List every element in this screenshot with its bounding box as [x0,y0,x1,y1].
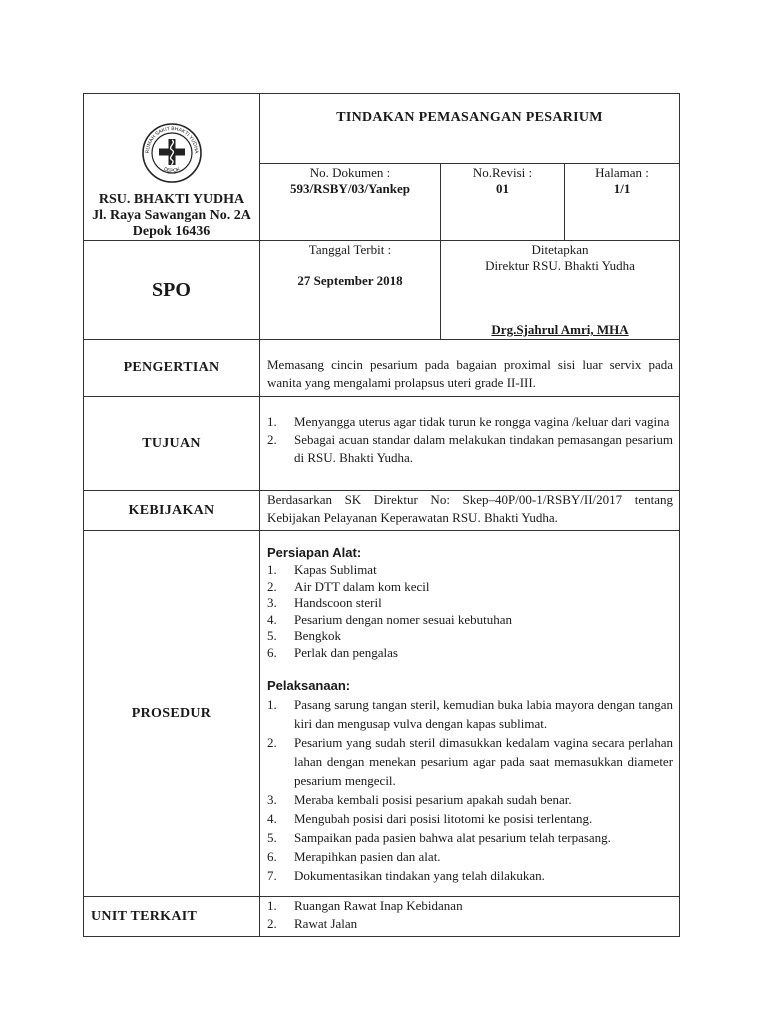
ditetapkan-label: Ditetapkan [531,242,589,257]
prosedur-content [260,531,680,897]
ditetapkan-by: Direktur RSU. Bhakti Yudha [485,258,635,273]
tanggal-terbit-cell [260,241,441,340]
pelaksanaan-list [267,695,673,885]
persiapan-title: Persiapan Alat: [267,545,362,560]
tujuan-list [267,413,673,467]
no-dokumen-value: 593/RSBY/03/Yankep [290,181,410,197]
list-item: 4. Pesarium dengan nomer sesuai kebutuhan [267,611,513,627]
list-item: 3. Meraba kembali posisi pesarium apakah sudah benar. [267,792,572,807]
halaman-label: Halaman : [595,165,649,181]
hospital-logo [84,122,259,188]
hospital-address-line2: Depok 16436 [132,224,211,239]
list-item: 5. Sampaikan pada pasien bahwa alat pesarium telah terpasang. [267,830,611,845]
no-revisi-value: 01 [496,181,509,197]
no-dokumen-label: No. Dokumen : [309,165,391,181]
unit-terkait-label: UNIT TERKAIT [84,897,260,937]
kebijakan-label: KEBIJAKAN [84,491,260,531]
prosedur-label: PROSEDUR [84,531,260,897]
list-item: 2. Air DTT dalam kom kecil [267,578,430,594]
list-item: 2. Sebagai acuan standar dalam melakukan tindakan pemasangan pesarium di RSU. Bhakti Yudha. [267,432,674,465]
spo-document [83,93,679,937]
list-item: 7. Dokumentasikan tindakan yang telah dilakukan. [267,868,545,883]
list-item: 6. Perlak dan pengalas [267,644,398,660]
list-item: 2. Pesarium yang sudah steril dimasukkan kedalam vagina secara perlahan lahan dengan menekan pesarium agar pada saat memasukkan diameter pesarium mengecil. [267,735,674,788]
halaman-cell [565,164,680,241]
tanggal-terbit-value: 27 September 2018 [297,273,403,288]
pengertian-label: PENGERTIAN [84,340,260,397]
signatory-name: Drg.Sjahrul Amri, MHA [491,322,629,337]
hospital-address-line1: Jl. Raya Sawangan No. 2A [92,208,251,223]
hospital-cell [84,94,260,241]
ditetapkan-cell [441,241,680,340]
persiapan-list [267,562,673,661]
no-revisi-label: No.Revisi : [472,165,533,181]
spo-label: SPO [84,241,260,340]
tanggal-terbit-label: Tanggal Terbit : [308,242,392,257]
list-item: 3. Handscoon steril [267,595,382,610]
hospital-name: RSU. BHAKTI YUDHA [98,192,245,207]
no-dokumen-cell [260,164,441,241]
list-item: 4. Mengubah posisi dari posisi litotomi ke posisi terlentang. [267,811,593,826]
spo-table [83,93,680,937]
list-item: 5. Bengkok [267,628,341,643]
list-item: 1. Menyangga uterus agar tidak turun ke rongga vagina /keluar dari vagina [267,414,670,429]
document-title: TINDAKAN PEMASANGAN PESARIUM [260,94,680,164]
kebijakan-text: Berdasarkan SK Direktur No: Skep–40P/00-1/RSBY/II/2017 tentang Kebijakan Pelayanan Keperawatan RSU. Bhakti Yudha. [260,491,680,531]
list-item: 1. Kapas Sublimat [267,562,377,577]
no-revisi-cell [441,164,565,241]
list-item: 1. Pasang sarung tangan steril, kemudian buka labia mayora dengan tangan kiri dan mengusap vulva dengan kapas sublimat. [267,697,674,731]
list-item: 1. Ruangan Rawat Inap Kebidanan [267,898,463,913]
unit-terkait-list [267,897,673,933]
list-item: 2. Rawat Jalan [267,916,358,931]
svg-text:DEPOK: DEPOK [162,166,181,175]
svg-text:RUMAH SAKIT BHAKTI YUDHA: RUMAH SAKIT BHAKTI YUDHA [144,125,199,154]
halaman-value: 1/1 [613,181,631,197]
unit-terkait-content [260,897,680,937]
tujuan-label: TUJUAN [84,397,260,491]
pengertian-text: Memasang cincin pesarium pada bagaian proximal sisi luar servix pada wanita yang mengalami prolapsus uteri grade II-III. [260,340,680,397]
list-item: 6. Merapihkan pasien dan alat. [267,849,441,864]
tujuan-content [260,397,680,491]
pelaksanaan-title: Pelaksanaan: [267,678,351,693]
